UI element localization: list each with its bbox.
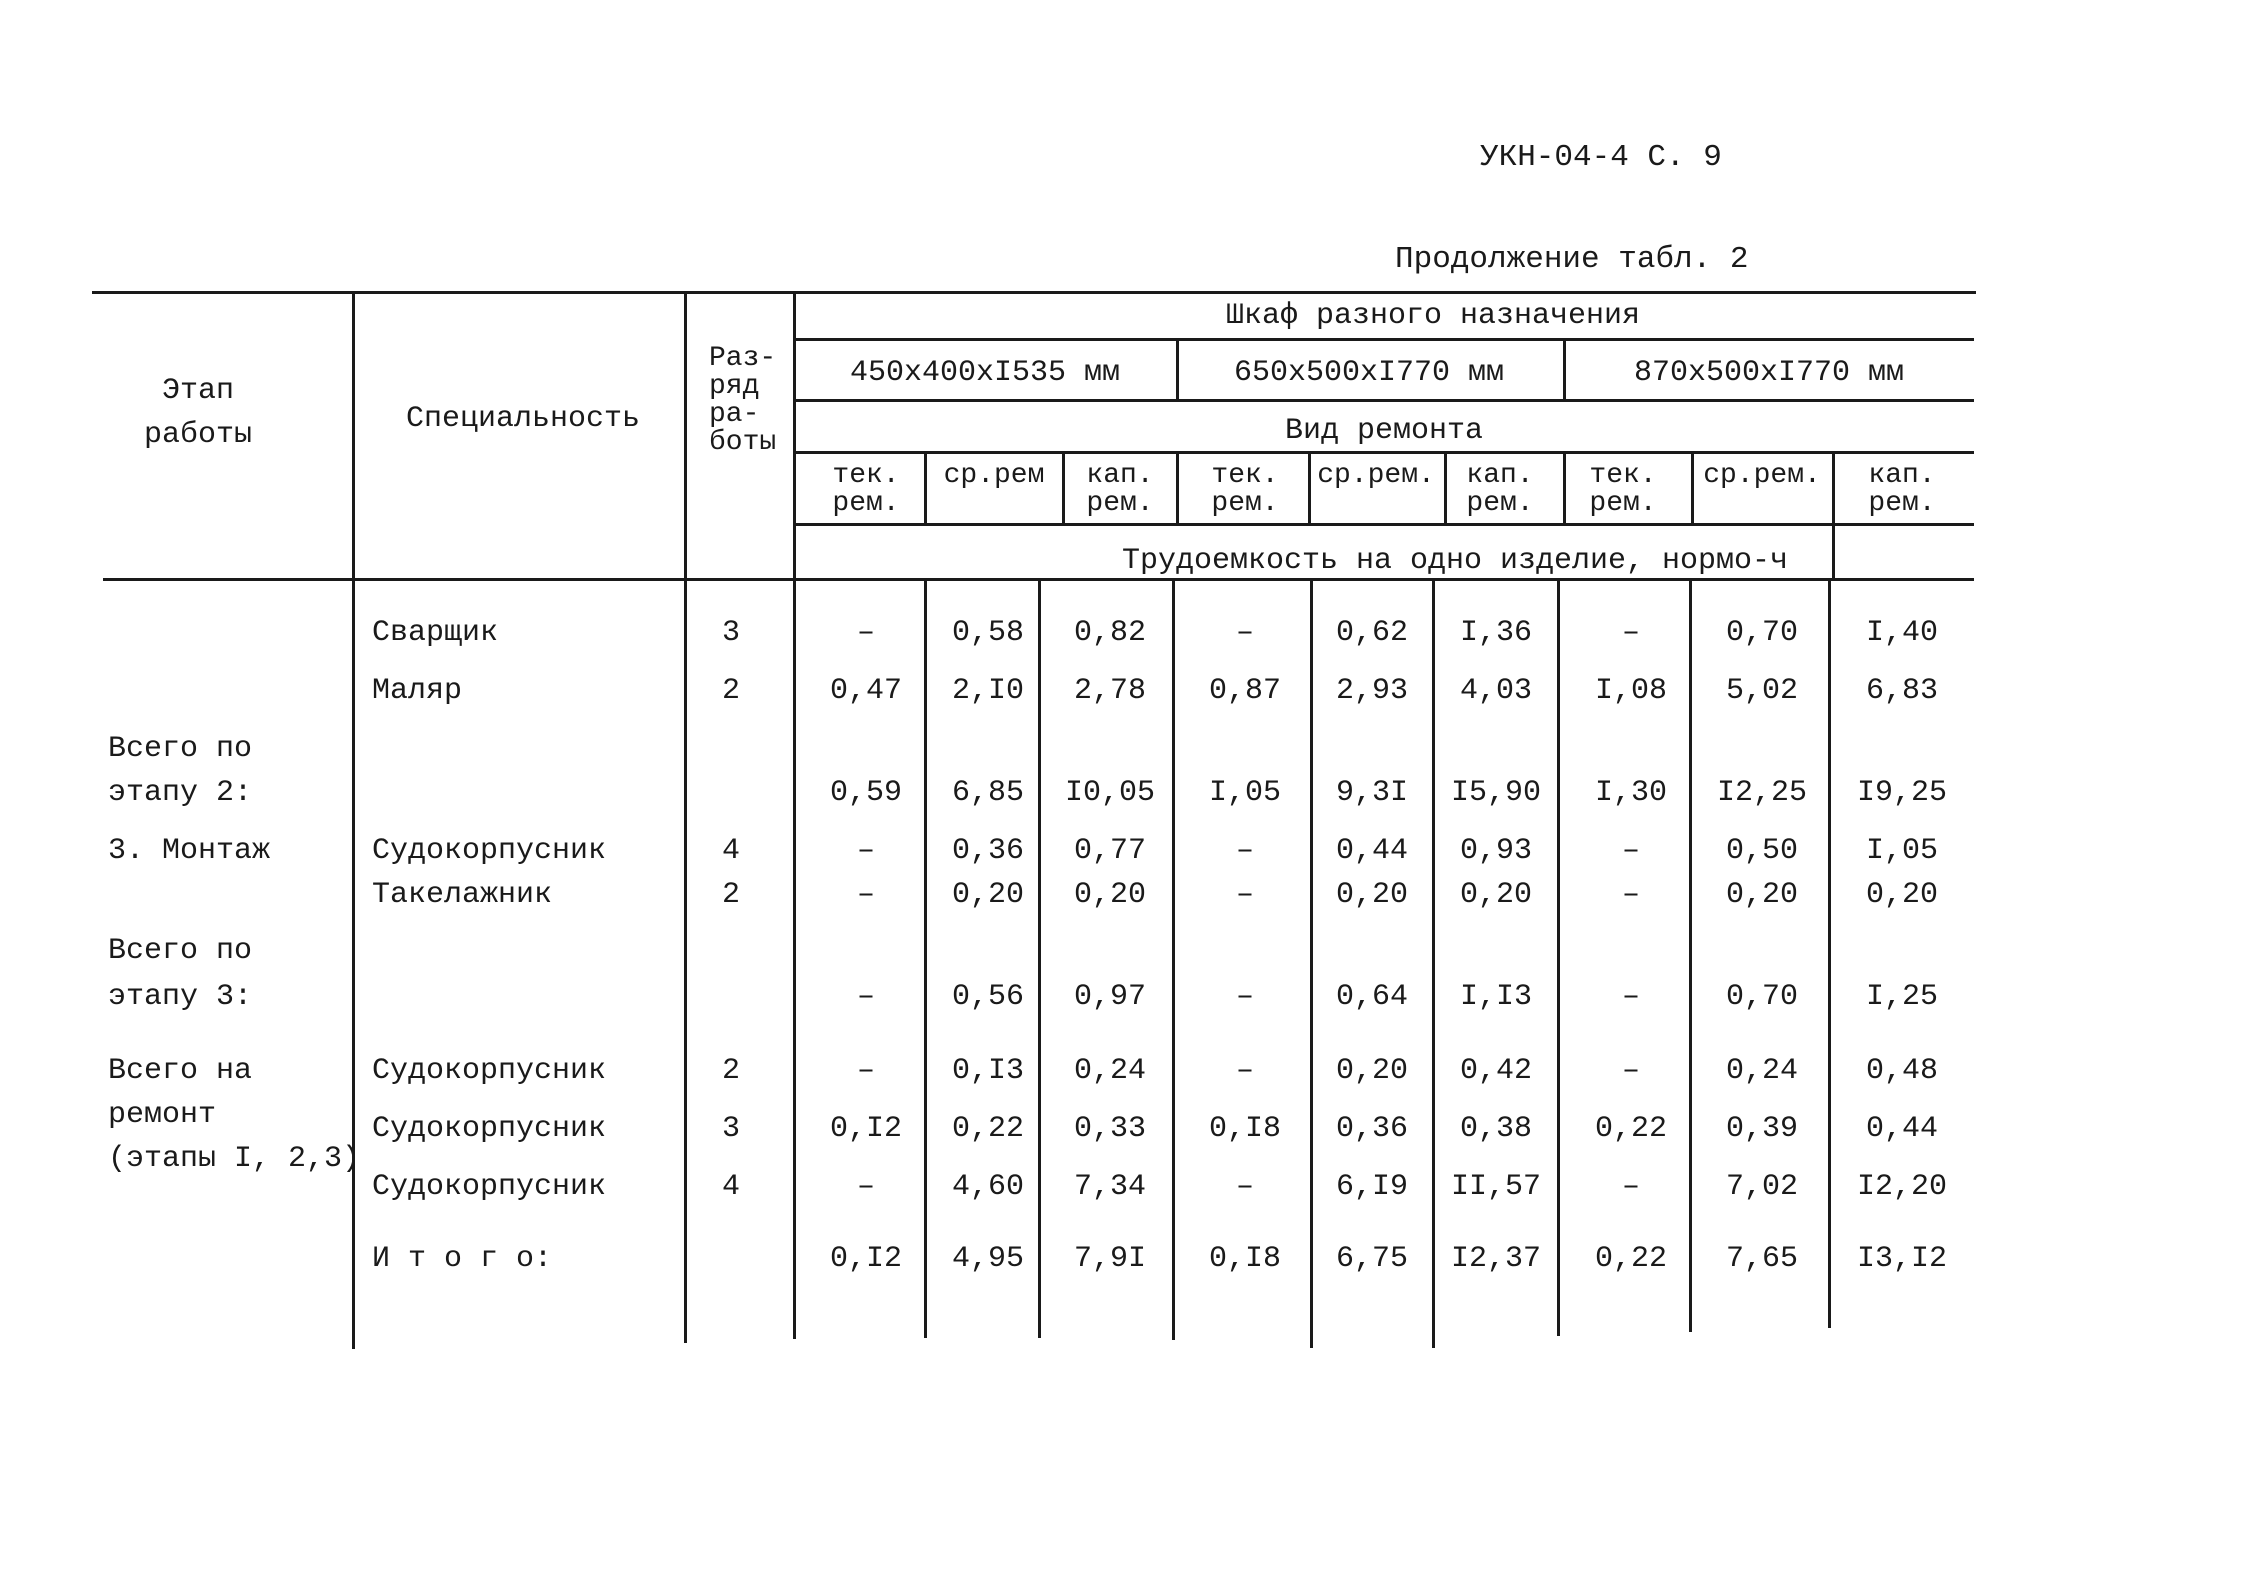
value-cell: 0,56 [951,980,1025,1014]
value-cell: 0,44 [1865,1112,1939,1146]
value-cell: 0,20 [1335,1054,1409,1088]
value-cell: 7,9I [1073,1242,1147,1276]
specialty-cell: Такелажник [372,878,553,912]
value-cell: 0,36 [951,834,1025,868]
value-cell: 0,70 [1725,616,1799,650]
value-cell: 0,39 [1725,1112,1799,1146]
specialty-column-header: Специальность [405,402,641,436]
value-cell: I,30 [1594,776,1668,810]
value-cell: – [856,1170,876,1204]
value-cell: I9,25 [1856,776,1948,810]
stage-cell: этапу 2: [108,776,253,810]
value-cell: – [1621,834,1641,868]
value-cell: 0,93 [1459,834,1533,868]
value-cell: 2,93 [1335,674,1409,708]
value-cell: 0,I8 [1208,1112,1282,1146]
value-cell: 0,20 [1335,878,1409,912]
value-cell: – [1621,1054,1641,1088]
value-cell: 0,62 [1335,616,1409,650]
value-cell: 0,77 [1073,834,1147,868]
value-cell: – [1621,616,1641,650]
value-cell: 6,85 [951,776,1025,810]
stage-cell: этапу 3: [108,980,253,1014]
value-cell: 6,83 [1865,674,1939,708]
stage-cell: 3. Монтаж [108,834,271,868]
value-cell: I,08 [1594,674,1668,708]
labor-title: Трудоемкость на одно изделие, нормо-ч [1121,544,1789,578]
value-cell: 0,47 [829,674,903,708]
stage-cell: ремонт [108,1098,217,1132]
stage-cell: Всего по [108,732,253,766]
value-cell: I2,25 [1716,776,1808,810]
value-cell: II,57 [1450,1170,1542,1204]
value-cell: 0,64 [1335,980,1409,1014]
rank-cell: 4 [721,834,741,868]
value-cell: – [856,980,876,1014]
value-cell: – [1621,1170,1641,1204]
value-cell: – [1235,878,1255,912]
size-header-3: 870х500хI770 мм [1633,356,1905,390]
value-cell: – [1235,834,1255,868]
value-cell: 0,44 [1335,834,1409,868]
value-cell: 0,58 [951,616,1025,650]
value-cell: 0,48 [1865,1054,1939,1088]
rank-cell: 4 [721,1170,741,1204]
value-cell: – [1235,980,1255,1014]
value-cell: 4,60 [951,1170,1025,1204]
value-cell: 9,3I [1335,776,1409,810]
value-cell: 2,I0 [951,674,1025,708]
value-cell: 0,59 [829,776,903,810]
value-cell: 0,I8 [1208,1242,1282,1276]
value-cell: 4,95 [951,1242,1025,1276]
rank-cell: 3 [721,1112,741,1146]
rank-cell: 2 [721,878,741,912]
value-cell: 0,24 [1073,1054,1147,1088]
value-cell: 5,02 [1725,674,1799,708]
value-cell: – [1235,1170,1255,1204]
value-cell: I3,I2 [1856,1242,1948,1276]
repair-kind-title: Вид ремонта [1284,414,1484,448]
value-cell: – [1235,1054,1255,1088]
value-cell: 0,20 [1865,878,1939,912]
value-cell: 0,87 [1208,674,1282,708]
value-cell: I5,90 [1450,776,1542,810]
specialty-cell: Маляр [372,674,463,708]
value-cell: 0,20 [1073,878,1147,912]
rank-cell: 2 [721,674,741,708]
value-cell: – [856,616,876,650]
table-continuation-label: Продолжение табл. 2 [1395,242,1749,277]
value-cell: I,25 [1865,980,1939,1014]
value-cell: – [856,878,876,912]
value-cell: I,I3 [1459,980,1533,1014]
value-cell: – [1621,980,1641,1014]
value-cell: 0,22 [1594,1112,1668,1146]
value-cell: 0,82 [1073,616,1147,650]
value-cell: 7,34 [1073,1170,1147,1204]
value-cell: I,05 [1208,776,1282,810]
value-cell: 0,97 [1073,980,1147,1014]
rank-cell: 2 [721,1054,741,1088]
group-title: Шкаф разного назначения [1225,299,1641,333]
value-cell: 0,20 [951,878,1025,912]
size-header-1: 450х400хI535 мм [849,356,1121,390]
value-cell: 0,20 [1725,878,1799,912]
value-cell: 0,70 [1725,980,1799,1014]
specialty-cell: Судокорпусник [372,1054,607,1088]
value-cell: I2,37 [1450,1242,1542,1276]
value-cell: I,05 [1865,834,1939,868]
value-cell: 0,42 [1459,1054,1533,1088]
size-header-2: 650х500хI770 мм [1233,356,1505,390]
stage-cell: Всего на [108,1054,253,1088]
specialty-cell: Судокорпусник [372,1170,607,1204]
specialty-cell: Судокорпусник [372,834,607,868]
value-cell: 6,75 [1335,1242,1409,1276]
value-cell: 0,36 [1335,1112,1409,1146]
value-cell: 0,50 [1725,834,1799,868]
value-cell: 0,24 [1725,1054,1799,1088]
document-code: УКН-04-4 С. 9 [1480,140,1722,175]
rank-cell: 3 [721,616,741,650]
specialty-cell: И т о г о: [372,1242,553,1276]
value-cell: I,36 [1459,616,1533,650]
value-cell: I,40 [1865,616,1939,650]
value-cell: – [856,834,876,868]
value-cell: 7,02 [1725,1170,1799,1204]
value-cell: 0,20 [1459,878,1533,912]
value-cell: 0,38 [1459,1112,1533,1146]
specialty-cell: Судокорпусник [372,1112,607,1146]
value-cell: 6,I9 [1335,1170,1409,1204]
value-cell: – [856,1054,876,1088]
value-cell: 0,I3 [951,1054,1025,1088]
value-cell: 2,78 [1073,674,1147,708]
specialty-cell: Сварщик [372,616,499,650]
value-cell: I2,20 [1856,1170,1948,1204]
value-cell: 0,22 [951,1112,1025,1146]
stage-cell: (этапы I, 2,3) [108,1142,361,1176]
value-cell: I0,05 [1064,776,1156,810]
value-cell: 0,I2 [829,1112,903,1146]
value-cell: – [1621,878,1641,912]
value-cell: – [1235,616,1255,650]
value-cell: 0,I2 [829,1242,903,1276]
value-cell: 4,03 [1459,674,1533,708]
stage-cell: Всего по [108,934,253,968]
value-cell: 0,22 [1594,1242,1668,1276]
value-cell: 7,65 [1725,1242,1799,1276]
value-cell: 0,33 [1073,1112,1147,1146]
